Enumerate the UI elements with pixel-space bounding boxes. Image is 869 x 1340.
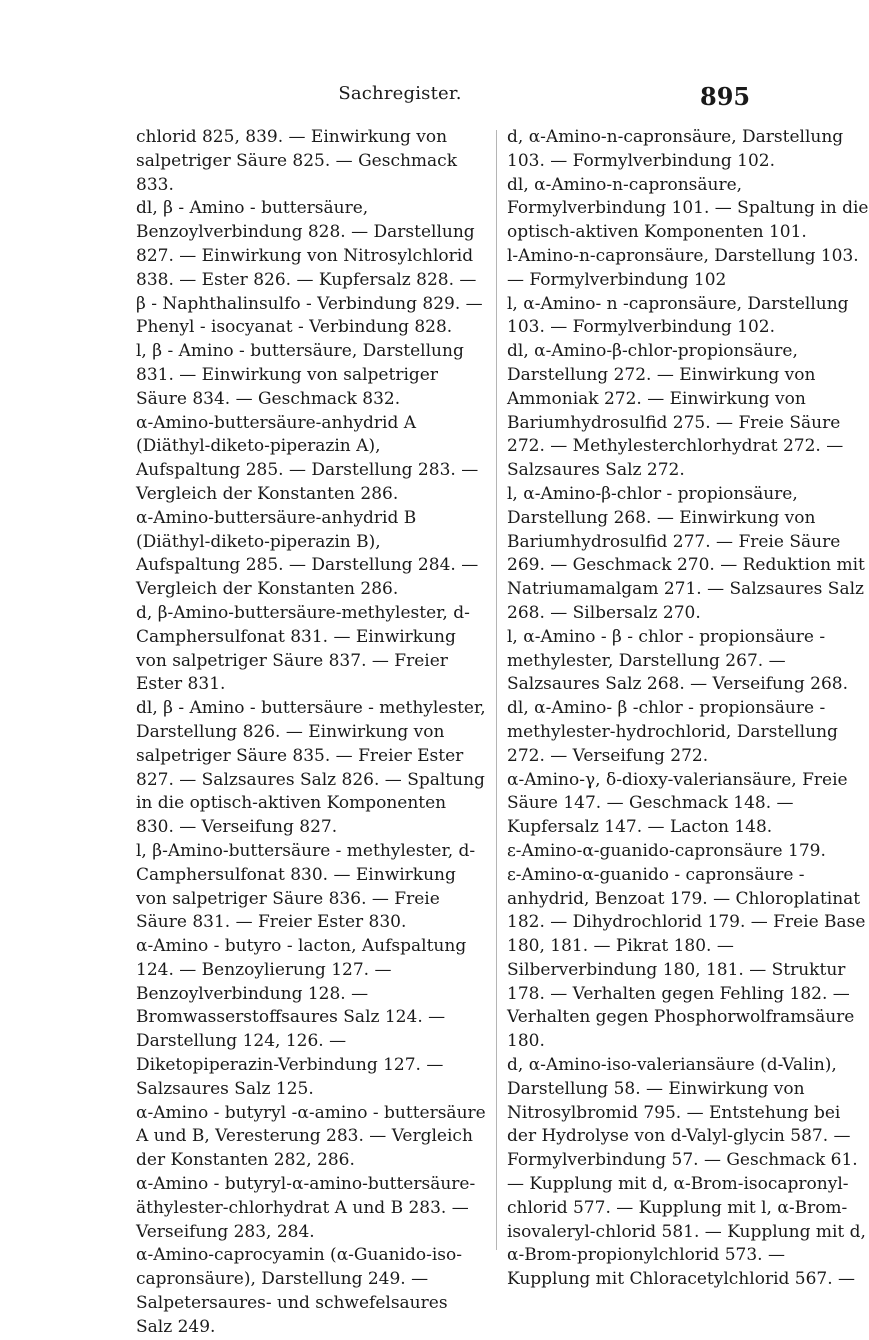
index-entry: l, α-Amino-β-chlor - propionsäure, Darstellung 268. — Einwirkung von Bariumhydrosulfid 277. — Freie Säure 269. — Geschmack 270. — Reduktion mit Natriumamalgam 271. — Salzsaures Salz 268. — Silbersalz 270. (507, 483, 865, 623)
index-entry: ε-Amino-α-guanido - capronsäure - anhydrid, Benzoat 179. — Chloroplatinat 182. — Dihydrochlorid 179. — Freie Base 180, 181. — Pikrat 180. — Silberverbindung 180, 181. — Struktur 178. — Verhalten gegen Fehling 182. — Verhalten gegen Phosphorwolframsäure 180. (507, 864, 866, 1052)
index-entry: l, β - Amino - buttersäure, Darstellung 831. — Einwirkung von salpetriger Säure 834. — Geschmack 832. (136, 341, 464, 409)
index-entry: α-Amino - butyryl -α-amino - buttersäure A und B, Veresterung 283. — Vergleich der Konstanten 282, 286. (136, 1102, 486, 1171)
column-divider (496, 130, 497, 1250)
index-entry: α-Amino-buttersäure-anhydrid B (Diäthyl-diketo-piperazin B), Aufspaltung 285. — Darstellung 284. — Vergleich der Konstanten 286. (136, 507, 479, 600)
index-entry: dl, α-Amino- β -chlor - propionsäure - methylester-hydrochlorid, Darstellung 272. — Verseifung 272. (507, 698, 838, 766)
index-entry: α-Amino - butyryl-α-amino-buttersäure-äthylester-chlorhydrat A und B 283. — Verseifung 283, 284. (136, 1174, 476, 1242)
index-entry: l, α-Amino - β - chlor - propionsäure - methylester, Darstellung 267. — Salzsaures Salz 268. — Verseifung 268. (507, 626, 848, 695)
index-entry: l, β-Amino-buttersäure - methylester, d-Camphersulfonat 830. — Einwirkung von salpetriger Säure 836. — Freie Säure 831. — Freier Ester 830. (136, 840, 476, 933)
index-entry: dl, α-Amino-n-capronsäure, Formylverbindung 101. — Spaltung in die optisch-aktiven Komponenten 101. (507, 174, 869, 243)
index-entry: d, β-Amino-buttersäure-methylester, d-Camphersulfonat 831. — Einwirkung von salpetriger Säure 837. — Freier Ester 831. (136, 602, 470, 695)
index-entry: dl, β - Amino - buttersäure, Benzoylverbindung 828. — Darstellung 827. — Einwirkung von Nitrosylchlorid 838. — Ester 826. — Kupfersalz 828. — β - Naphthalinsulfo - Verbindung 829. — Phenyl - isocyanat - Verbindung 828. (136, 198, 483, 338)
page-header (0, 0, 800, 110)
index-column-right (507, 126, 869, 1292)
index-column-left (136, 126, 486, 1340)
index-entry: ε-Amino-α-guanido-capronsäure 179. (507, 840, 826, 861)
index-entry: α-Amino-γ, δ-dioxy-valeriansäure, Freie Säure 147. — Geschmack 148. — Kupfersalz 147. — Lacton 148. (507, 769, 848, 838)
index-entry: α-Amino - butyro - lacton, Aufspaltung 124. — Benzoylierung 127. — Benzoylverbindung 128. — Bromwasserstoffsaures Salz 124. — Darstellung 124, 126. — Diketopiperazin-Verbindung 127. — Salzsaures Salz 125. (136, 936, 467, 1099)
index-entry: α-Amino-caprocyamin (α-Guanido-iso-capronsäure), Darstellung 249. — Salpetersaures- und schwefelsaures Salz 249. (136, 1245, 462, 1337)
index-entry: l, α-Amino- n -capronsäure, Darstellung 103. — Formylverbindung 102. (507, 293, 849, 338)
index-entry: l-Amino-n-capronsäure, Darstellung 103. — Formylverbindung 102 (507, 245, 859, 290)
page-number: 895 (700, 82, 751, 111)
index-entry: dl, α-Amino-β-chlor-propionsäure, Darstellung 272. — Einwirkung von Ammoniak 272. — Einwirkung von Bariumhydrosulfid 275. — Freie Säure 272. — Methylesterchlorhydrat 272. — Salzsaures Salz 272. (507, 341, 844, 481)
index-entry: d, α-Amino-iso-valeriansäure (d-Valin), Darstellung 58. — Einwirkung von Nitrosylbromid 795. — Entstehung bei der Hydrolyse von d-Valyl-glycin 587. — Formylverbindung 57. — Geschmack 61. — Kupplung mit d, α-Brom-isocapronyl-chlorid 577. — Kupplung mit l, α-Brom-isovaleryl-chlorid 581. — Kupplung mit d, α-Brom-propionylchlorid 573. — Kupplung mit Chloracetylchlorid 567. — (507, 1055, 866, 1290)
index-entry: dl, β - Amino - buttersäure - methylester, Darstellung 826. — Einwirkung von salpetriger Säure 835. — Freier Ester 827. — Salzsaures Salz 826. — Spaltung in die optisch-aktiven Komponenten 830. — Verseifung 827. (136, 698, 486, 838)
index-entry: d, α-Amino-n-capronsäure, Darstellung 103. — Formylverbindung 102. (507, 127, 844, 171)
index-entry: chlorid 825, 839. — Einwirkung von salpetriger Säure 825. — Geschmack 833. (136, 127, 457, 195)
index-entry: α-Amino-buttersäure-anhydrid A (Diäthyl-diketo-piperazin A), Aufspaltung 285. — Darstellung 283. — Vergleich der Konstanten 286. (136, 412, 479, 504)
running-title: Sachregister. (338, 83, 462, 104)
